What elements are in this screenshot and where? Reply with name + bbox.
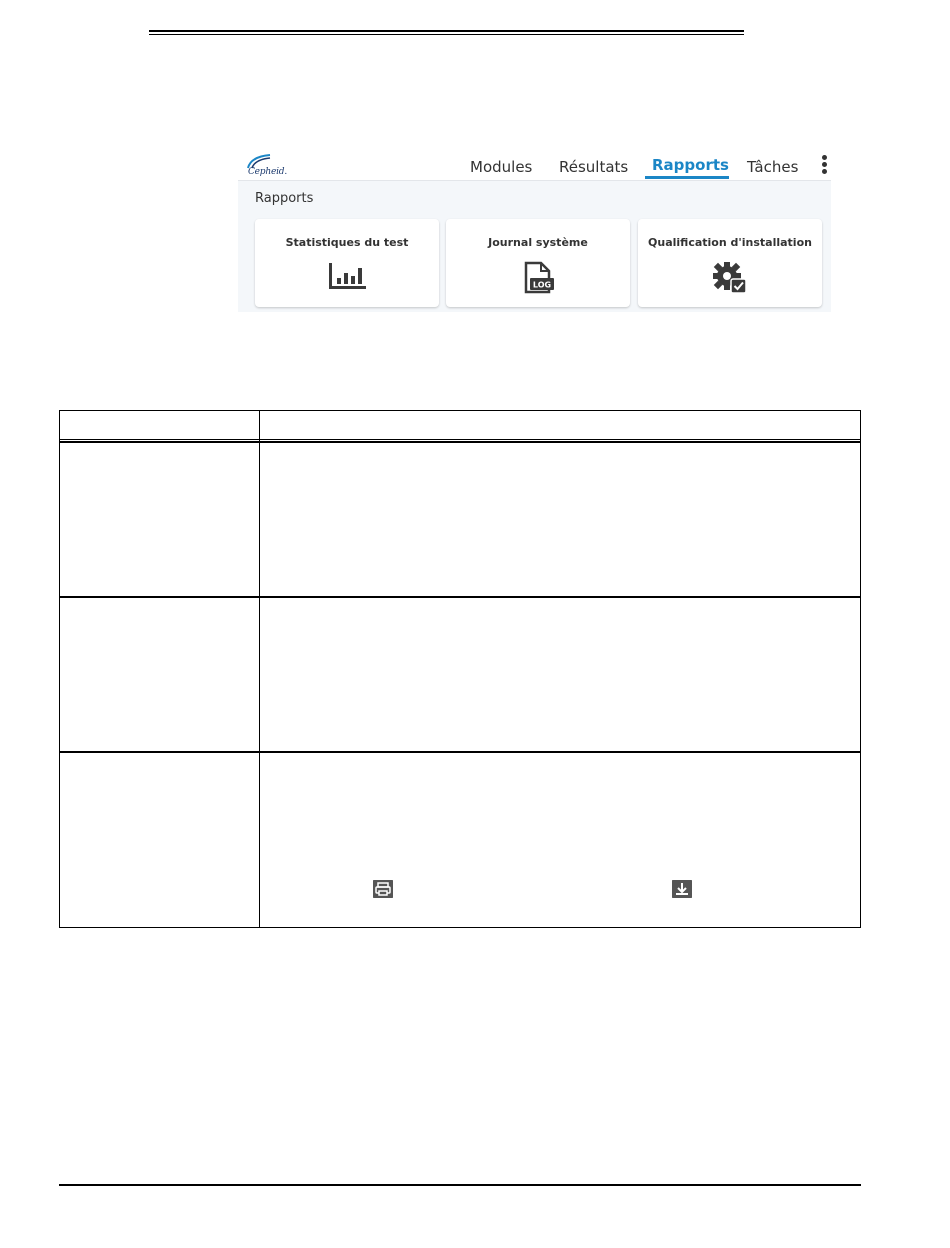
card-label: Statistiques du test (285, 236, 409, 249)
logo-text: Cepheid. (248, 167, 287, 177)
card-test-statistics[interactable] (255, 219, 439, 307)
card-label: Journal système (488, 236, 588, 249)
active-tab-indicator (645, 176, 729, 179)
app-header (238, 148, 831, 181)
card-installation-qualification[interactable] (638, 219, 822, 307)
header-separator (60, 439, 860, 443)
printer-icon (373, 880, 393, 898)
svg-text:LOG: LOG (532, 280, 552, 290)
column-divider (259, 411, 260, 927)
tab-resultats[interactable]: Résultats (559, 158, 629, 176)
reports-table (59, 410, 861, 928)
log-file-icon (521, 261, 555, 295)
card-system-log[interactable] (446, 219, 630, 307)
bar-chart-icon (327, 261, 367, 291)
card-label: Qualification d'installation (648, 236, 812, 249)
tab-rapports[interactable]: Rapports (652, 156, 729, 174)
tab-taches[interactable]: Tâches (747, 158, 799, 176)
page-title: Rapports (255, 191, 314, 206)
row-separator (60, 596, 860, 598)
cepheid-logo (242, 154, 302, 178)
gear-check-icon (712, 261, 748, 295)
download-icon (672, 880, 692, 898)
footer-rule (59, 1184, 861, 1186)
more-menu-icon[interactable] (822, 155, 828, 175)
reports-screenshot (238, 148, 831, 312)
tab-modules[interactable]: Modules (470, 158, 533, 176)
reports-panel (238, 181, 831, 312)
row-separator (60, 751, 860, 753)
header-rule (149, 30, 744, 35)
